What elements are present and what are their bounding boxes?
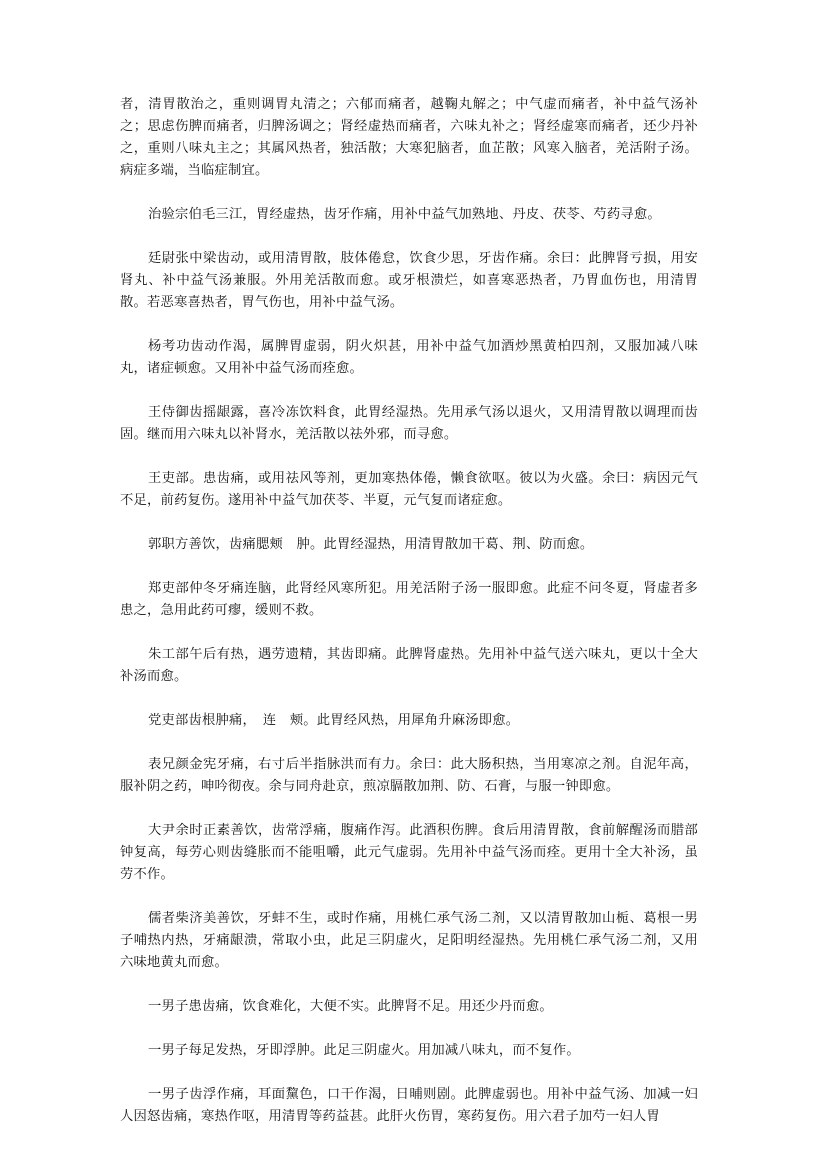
paragraph: 一男子齿浮作痛，耳面黧色，口干作渴，日晡则剧。此脾虚弱也。用补中益气汤、加减一妇人因怒齿痛，寒热作呕，用清胃等药益甚。此肝火伤胃，寒药复伤。用六君子加芍一妇人胃 bbox=[120, 1087, 698, 1124]
paragraph: 者，清胃散治之，重则调胃丸清之；六郁而痛者，越鞠丸解之；中气虚而痛者，补中益气汤补之；思虑伤脾而痛者，归脾汤调之；肾经虚热而痛者，六味丸补之；肾经虚寒而痛者，还少丹补之，重则八味丸主之；其属风热者，独活散；大寒犯脑者，血芷散；风寒入脑者，羌活附子汤。病症多端，当临症制宜。 bbox=[120, 97, 698, 178]
paragraph: 郑吏部仲冬牙痛连脑，此肾经风寒所犯。用羌活附子汤一服即愈。此症不问冬夏，肾虚者多患之，急用此药可瘳，缓则不救。 bbox=[120, 581, 698, 618]
paragraph: 儒者柴济美善饮，牙蚌不生，或时作痛，用桃仁承气汤二剂，又以清胃散加山栀、葛根一男子哺热内热，牙痛龈溃，常取小虫，此足三阴虚火，足阳明经湿热。先用桃仁承气汤二剂，又用六味地黄丸而愈。 bbox=[120, 911, 698, 970]
paragraph: 党吏部齿根肿痛， 连 颊。此胃经风热，用犀角升麻汤即愈。 bbox=[148, 713, 520, 728]
paragraph: 廷尉张中梁齿动，或用清胃散，肢体倦怠，饮食少思，牙齿作痛。余曰：此脾肾亏损，用安肾丸、补中益气汤兼服。外用羌活散而愈。或牙根溃烂，如喜寒恶热者，乃胃血伤也，用清胃散。若恶寒喜热者，胃气伤也，用补中益气汤。 bbox=[120, 251, 698, 310]
paragraph: 大尹余时正素善饮，齿常浮痛，腹痛作泻。此酒积伤脾。食后用清胃散，食前解醒汤而腊部钟复高，每劳心则齿缝胀而不能咀嚼，此元气虚弱。先用补中益气汤而痊。更用十全大补汤，虽劳不作。 bbox=[120, 823, 698, 882]
paragraph: 郭职方善饮，齿痛腮颊 肿。此胃经湿热，用清胃散加干葛、荆、防而愈。 bbox=[148, 537, 594, 552]
paragraph: 一男子每足发热，牙即浮肿。此足三阴虚火。用加减八味丸，而不复作。 bbox=[148, 1043, 580, 1058]
paragraph: 治验宗伯毛三江，胃经虚热，齿牙作痛，用补中益气加熟地、丹皮、茯苓、芍药寻愈。 bbox=[148, 207, 661, 222]
paragraph: 表兄颜金宪牙痛，右寸后半指脉洪而有力。余曰：此大肠积热，当用寒凉之剂。自泥年高，服补阴之药，呻吟彻夜。余与同舟赴京，煎凉膈散加荆、防、石膏，与服一钟即愈。 bbox=[120, 757, 698, 794]
document-page bbox=[120, 94, 698, 1150]
paragraph: 杨考功齿动作渴，属脾胃虚弱，阴火炽甚，用补中益气加酒炒黑黄柏四剂，又服加减八味丸，诸症顿愈。又用补中益气汤而痊愈。 bbox=[120, 339, 698, 376]
paragraph: 王吏部。患齿痛，或用祛风等剂，更加寒热体倦，懒食欲呕。彼以为火盛。余曰：病因元气不足，前药复伤。遂用补中益气加茯苓、半夏，元气复而诸症愈。 bbox=[120, 471, 698, 508]
paragraph: 王侍御齿摇龈露，喜冷冻饮料食，此胃经湿热。先用承气汤以退火，又用清胃散以调理而齿固。继而用六味丸以补肾水，羌活散以祛外邪，而寻愈。 bbox=[120, 405, 698, 442]
paragraph: 朱工部午后有热，遇劳遗精，其齿即痛。此脾肾虚热。先用补中益气送六味丸，更以十全大补汤而愈。 bbox=[120, 647, 698, 684]
paragraph: 一男子患齿痛，饮食难化，大便不实。此脾肾不足。用还少丹而愈。 bbox=[148, 999, 553, 1014]
